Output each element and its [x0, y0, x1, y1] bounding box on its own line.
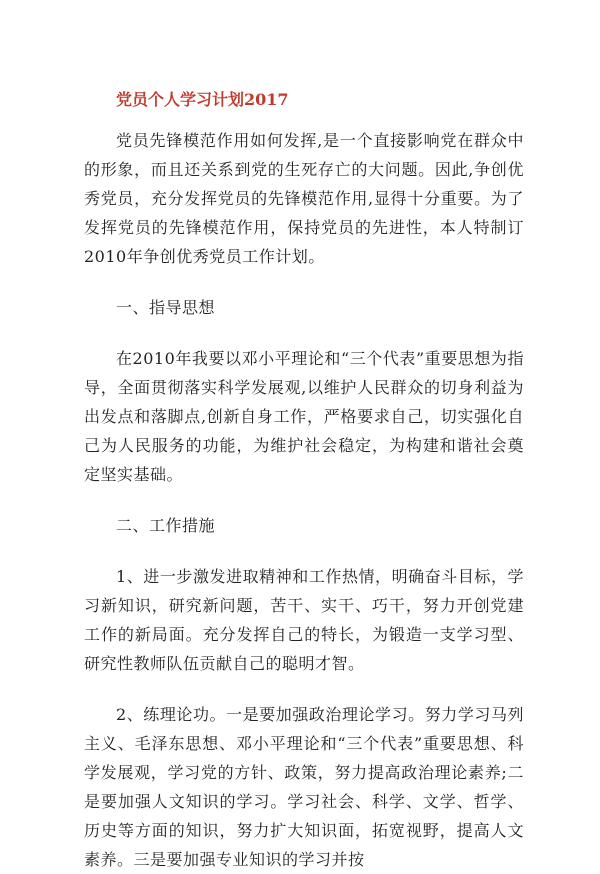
- document-title: 党员个人学习计划2017: [116, 90, 289, 109]
- document-body: [84, 126, 524, 874]
- paragraph-guiding-ideology: 在2010年我要以邓小平理论和“三个代表”重要思想为指导，全面贯彻落实科学发展观,以维护人民群众的切身利益为出发点和落脚点,创新自身工作，严格要求自己，切实强化自己为人民服务的功能，为维护社会稳定，为构建和谐社会奠定坚实基础。: [84, 349, 524, 484]
- section-heading-guiding-ideology: 一、指导思想: [116, 298, 216, 317]
- paragraph-measure-1: 1、进一步激发进取精神和工作热情，明确奋斗目标，学习新知识，研究新问题，苦干、实干、巧干，努力开创党建工作的新局面。充分发挥自己的特长，为锻造一支学习型、研究性教师队伍贡献自己的聪明才智。: [84, 567, 524, 673]
- section-heading-work-measures: 二、工作措施: [116, 516, 216, 535]
- paragraph-measure-2: 2、练理论功。一是要加强政治理论学习。努力学习马列主义、毛泽东思想、邓小平理论和“三个代表”重要思想、科学发展观，学习党的方针、政策，努力提高政治理论素养;二是要加强人文知识的学习。学习社会、科学、文学、哲学、历史等方面的知识，努力扩大知识面，拓宽视野，提高人文素养。三是要加强专业知识的学习并按: [84, 705, 524, 869]
- paragraph-intro: 党员先锋模范作用如何发挥,是一个直接影响党在群众中的形象，而且还关系到党的生死存亡的大问题。因此,争创优秀党员，充分发挥党员的先锋模范作用,显得十分重要。为了发挥党员的先锋模范作用，保持党员的先进性，本人特制订2010年争创优秀党员工作计划。: [84, 131, 524, 266]
